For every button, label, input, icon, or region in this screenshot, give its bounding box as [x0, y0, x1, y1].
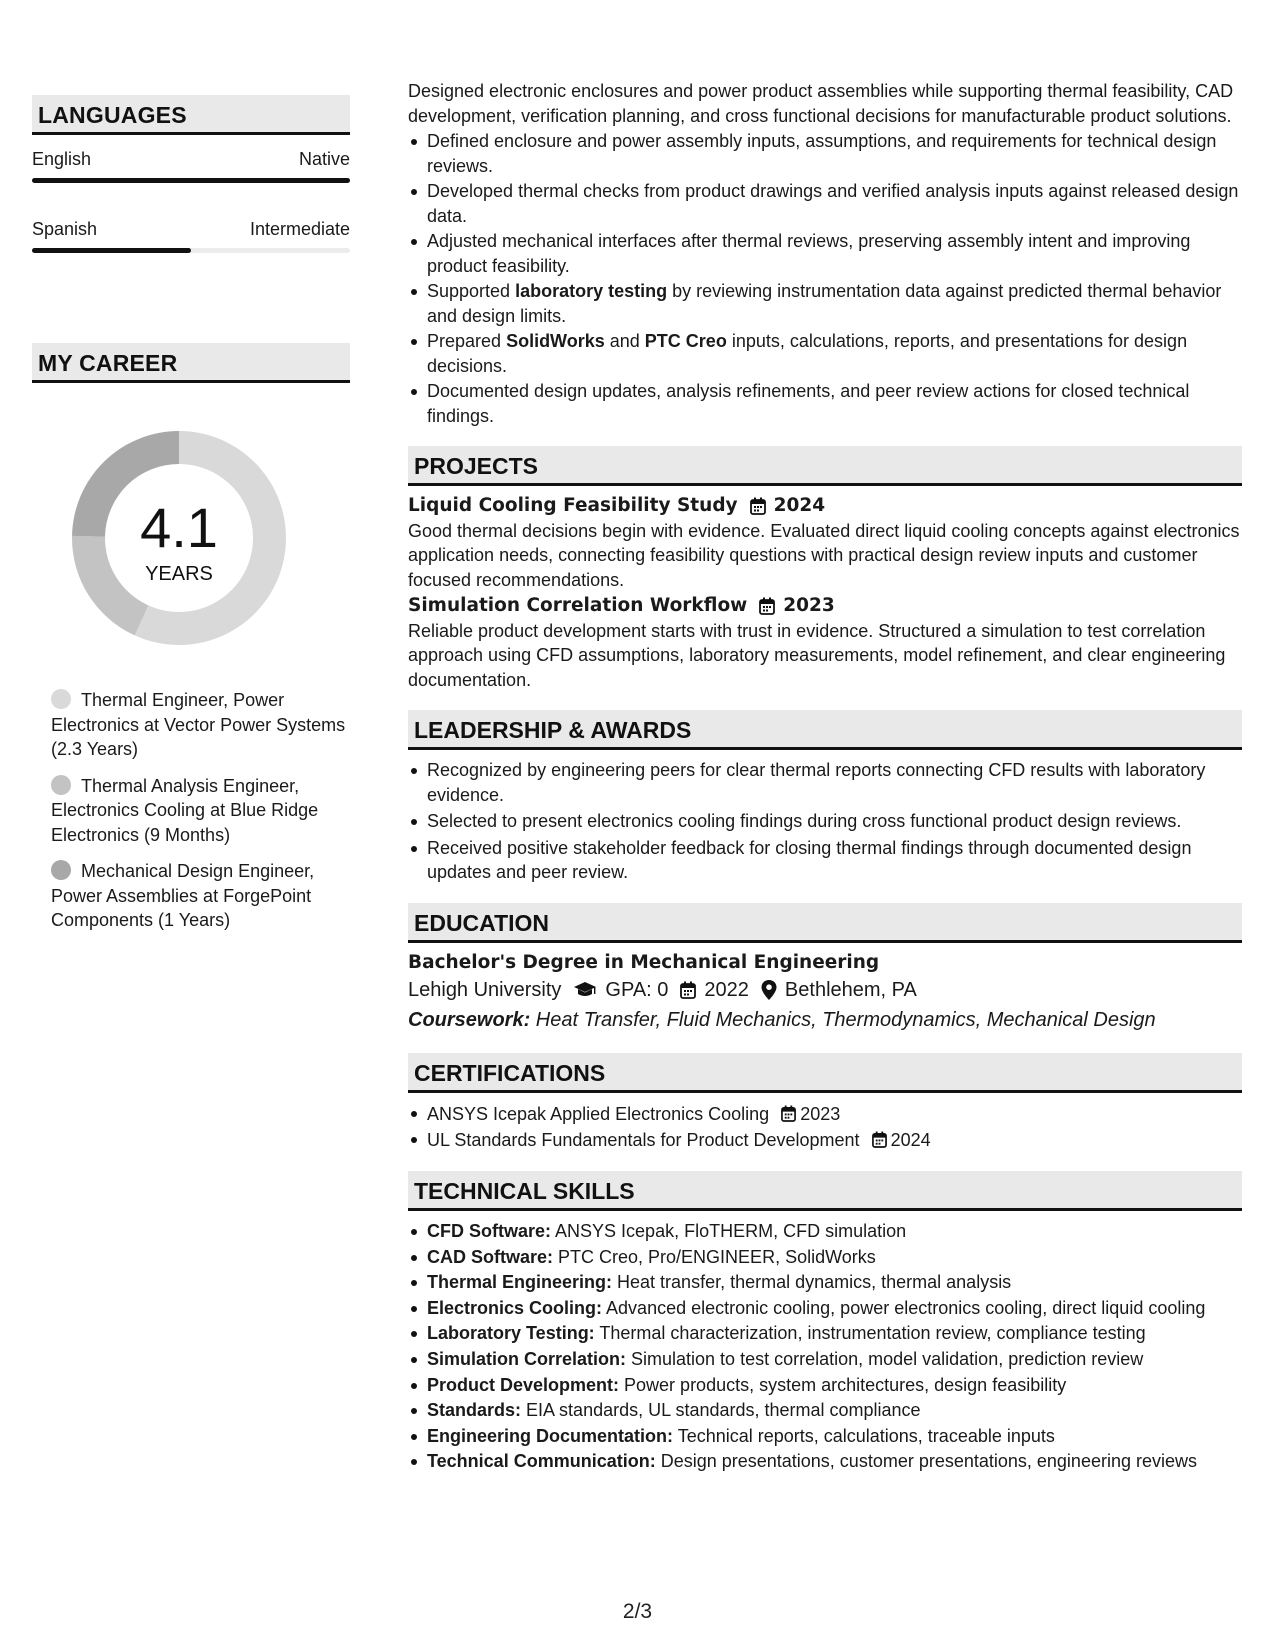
project-year: 2023	[783, 595, 835, 616]
skill-item	[408, 1449, 1242, 1475]
skills-heading: TECHNICAL SKILLS	[408, 1171, 1242, 1211]
experience-bullets	[408, 129, 1242, 428]
skill-item	[408, 1398, 1242, 1424]
skill-value: Heat transfer, thermal dynamics, thermal analysis	[612, 1272, 1012, 1293]
education-location: Bethlehem, PA	[784, 979, 917, 1001]
career-section	[32, 343, 350, 933]
certification-name: ANSYS Icepak Applied Electronics Cooling	[427, 1104, 770, 1124]
education-coursework	[408, 1005, 1242, 1035]
bullet-text: by reviewing instrumentation data against predicted thermal behavior and design limits.	[427, 281, 1222, 326]
career-donut-chart	[64, 423, 294, 653]
calendar-icon	[759, 597, 775, 615]
calendar-icon	[781, 1105, 796, 1122]
skill-label: Engineering Documentation:	[427, 1425, 674, 1446]
education-school: Lehigh University	[408, 979, 562, 1001]
skill-value: Design presentations, customer presentations, engineering reviews	[655, 1451, 1197, 1472]
legend-dot-icon	[51, 775, 71, 795]
page-number: 2/3	[622, 1600, 653, 1623]
leadership-item: Recognized by engineering peers for clear thermal reports connecting CFD results with laboratory evidence.	[408, 758, 1242, 807]
experience-bullet	[408, 229, 1242, 278]
skill-value: Simulation to test correlation, model validation, prediction review	[626, 1348, 1144, 1369]
certification-name: UL Standards Fundamentals for Product Development	[427, 1130, 860, 1150]
legend-dot-icon	[51, 689, 71, 709]
bullet-text: Prepared	[427, 331, 507, 351]
language-row	[32, 205, 350, 275]
education-heading: EDUCATION	[408, 903, 1242, 943]
bullet-text: Developed thermal checks from product drawings and verified analysis inputs against released design data.	[427, 181, 1239, 226]
calendar-icon	[680, 981, 696, 999]
career-role-item	[32, 774, 350, 848]
skill-value: Advanced electronic cooling, power electronics cooling, direct liquid cooling	[602, 1297, 1206, 1318]
certification-year: 2024	[890, 1130, 931, 1150]
skill-value: Thermal characterization, instrumentation review, compliance testing	[594, 1323, 1146, 1344]
bullet-text: Adjusted mechanical interfaces after thermal reviews, preserving assembly intent and improving product feasibility.	[427, 231, 1191, 276]
bullet-bold-text: SolidWorks	[506, 331, 605, 351]
experience-bullet	[408, 129, 1242, 178]
legend-dot-icon	[51, 860, 71, 880]
career-role-item	[32, 688, 350, 762]
skill-item	[408, 1296, 1242, 1322]
certifications-heading: CERTIFICATIONS	[408, 1053, 1242, 1093]
calendar-icon	[872, 1131, 887, 1148]
project-item	[408, 494, 1242, 592]
experience-bullet	[408, 329, 1242, 378]
skill-label: Thermal Engineering:	[427, 1272, 613, 1293]
coursework-text: Heat Transfer, Fluid Mechanics, Thermodynamics, Mechanical Design	[530, 1009, 1156, 1031]
career-role-item	[32, 859, 350, 933]
skill-value: Technical reports, calculations, traceable inputs	[673, 1425, 1055, 1446]
project-year: 2024	[773, 495, 826, 516]
language-level: Intermediate	[249, 219, 350, 239]
education-details	[408, 975, 1242, 1005]
leadership-heading: LEADERSHIP & AWARDS	[408, 710, 1242, 750]
skill-item	[408, 1219, 1242, 1245]
bullet-bold-text: PTC Creo	[644, 331, 727, 351]
bullet-text: inputs, calculations, reports, and presentations for design decisions.	[427, 331, 1188, 376]
skill-value: Power products, system architectures, design feasibility	[619, 1374, 1067, 1395]
project-description: Good thermal decisions begin with evidence. Evaluated direct liquid cooling concepts against electronics application needs, connecting feasibility questions with practical design review inputs and customer focused recommendations.	[408, 520, 1240, 590]
skill-label: CFD Software:	[427, 1221, 552, 1241]
skill-label: Technical Communication:	[427, 1451, 656, 1472]
bullet-text: and	[604, 331, 645, 351]
skill-value: EIA standards, UL standards, thermal compliance	[521, 1400, 921, 1421]
language-level: Native	[298, 149, 350, 169]
languages-heading: LANGUAGES	[32, 95, 350, 135]
certification-year: 2023	[800, 1104, 841, 1124]
bullet-bold-text: laboratory testing	[515, 281, 668, 301]
experience-summary: Designed electronic enclosures and power product assemblies while supporting thermal feasibility, CAD development, verification planning, and cross functional decisions for manufacturable product solutions.	[408, 81, 1234, 126]
language-proficiency-fill	[32, 248, 191, 253]
leadership-item: Received positive stakeholder feedback for closing thermal findings through documented design updates and peer review.	[408, 836, 1242, 885]
career-role-text: Thermal Analysis Engineer, Electronics Cooling at Blue Ridge Electronics (9 Months)	[51, 775, 319, 845]
skills-list	[408, 1219, 1242, 1475]
skill-value: ANSYS Icepak, FloTHERM, CFD simulation	[551, 1221, 907, 1241]
experience-bullet	[408, 179, 1242, 228]
bullet-text: Defined enclosure and power assembly inputs, assumptions, and requirements for technical design reviews.	[427, 131, 1217, 176]
career-heading: MY CAREER	[32, 343, 350, 383]
bullet-text: Supported	[427, 281, 516, 301]
coursework-label: Coursework:	[408, 1009, 531, 1031]
skill-item	[408, 1321, 1242, 1347]
career-total-years: 4.1	[140, 496, 218, 559]
calendar-icon	[750, 497, 766, 515]
skill-value: PTC Creo, Pro/ENGINEER, SolidWorks	[553, 1246, 876, 1267]
experience-bullet	[408, 379, 1242, 428]
skill-item	[408, 1270, 1242, 1296]
projects-heading: PROJECTS	[408, 446, 1242, 486]
education-degree: Bachelor's Degree in Mechanical Engineering	[408, 951, 880, 973]
skill-label: Electronics Cooling:	[427, 1297, 603, 1318]
experience-bullet	[408, 279, 1242, 328]
language-row	[32, 135, 350, 205]
skill-label: Simulation Correlation:	[427, 1348, 627, 1369]
project-description: Reliable product development starts with trust in evidence. Structured a simulation to test correlation approach using CFD assumptions, laboratory measurements, model refinement, and clear engineering documentation.	[408, 620, 1226, 690]
skill-label: Product Development:	[427, 1374, 620, 1395]
skill-label: Standards:	[427, 1400, 522, 1421]
skill-item	[408, 1245, 1242, 1271]
right-column	[408, 79, 1242, 1475]
education-gpa: GPA: 0	[605, 979, 669, 1001]
career-years-unit: YEARS	[145, 563, 213, 585]
skill-item	[408, 1373, 1242, 1399]
language-proficiency-bar	[32, 178, 350, 183]
language-name: English	[32, 149, 92, 169]
certification-item	[408, 1101, 1242, 1127]
project-title: Simulation Correlation Workflow	[408, 595, 748, 616]
career-role-text: Thermal Engineer, Power Electronics at Vector Power Systems (2.3 Years)	[51, 690, 346, 759]
language-name: Spanish	[32, 219, 98, 239]
project-item	[408, 594, 1242, 692]
education-year: 2022	[704, 979, 749, 1001]
certifications-list	[408, 1101, 1242, 1153]
leadership-item: Selected to present electronics cooling findings during cross functional product design reviews.	[408, 809, 1242, 834]
bullet-text: Documented design updates, analysis refinements, and peer review actions for closed technical findings.	[427, 381, 1190, 426]
graduation-cap-icon	[573, 981, 597, 999]
skill-label: Laboratory Testing:	[427, 1323, 595, 1344]
location-pin-icon	[761, 980, 777, 1000]
skill-item	[408, 1424, 1242, 1450]
certification-item	[408, 1127, 1242, 1153]
career-role-text: Mechanical Design Engineer, Power Assemblies at ForgePoint Components (1 Years)	[51, 861, 315, 930]
language-proficiency-fill	[32, 178, 350, 183]
career-role-list	[32, 688, 350, 933]
project-title-row	[408, 594, 1242, 619]
left-column	[32, 95, 350, 945]
project-title-row	[408, 494, 1242, 519]
project-title: Liquid Cooling Feasibility Study	[408, 495, 738, 516]
skill-label: CAD Software:	[427, 1246, 554, 1267]
skill-item	[408, 1347, 1242, 1373]
language-proficiency-bar	[32, 248, 350, 253]
leadership-list	[408, 758, 1242, 885]
